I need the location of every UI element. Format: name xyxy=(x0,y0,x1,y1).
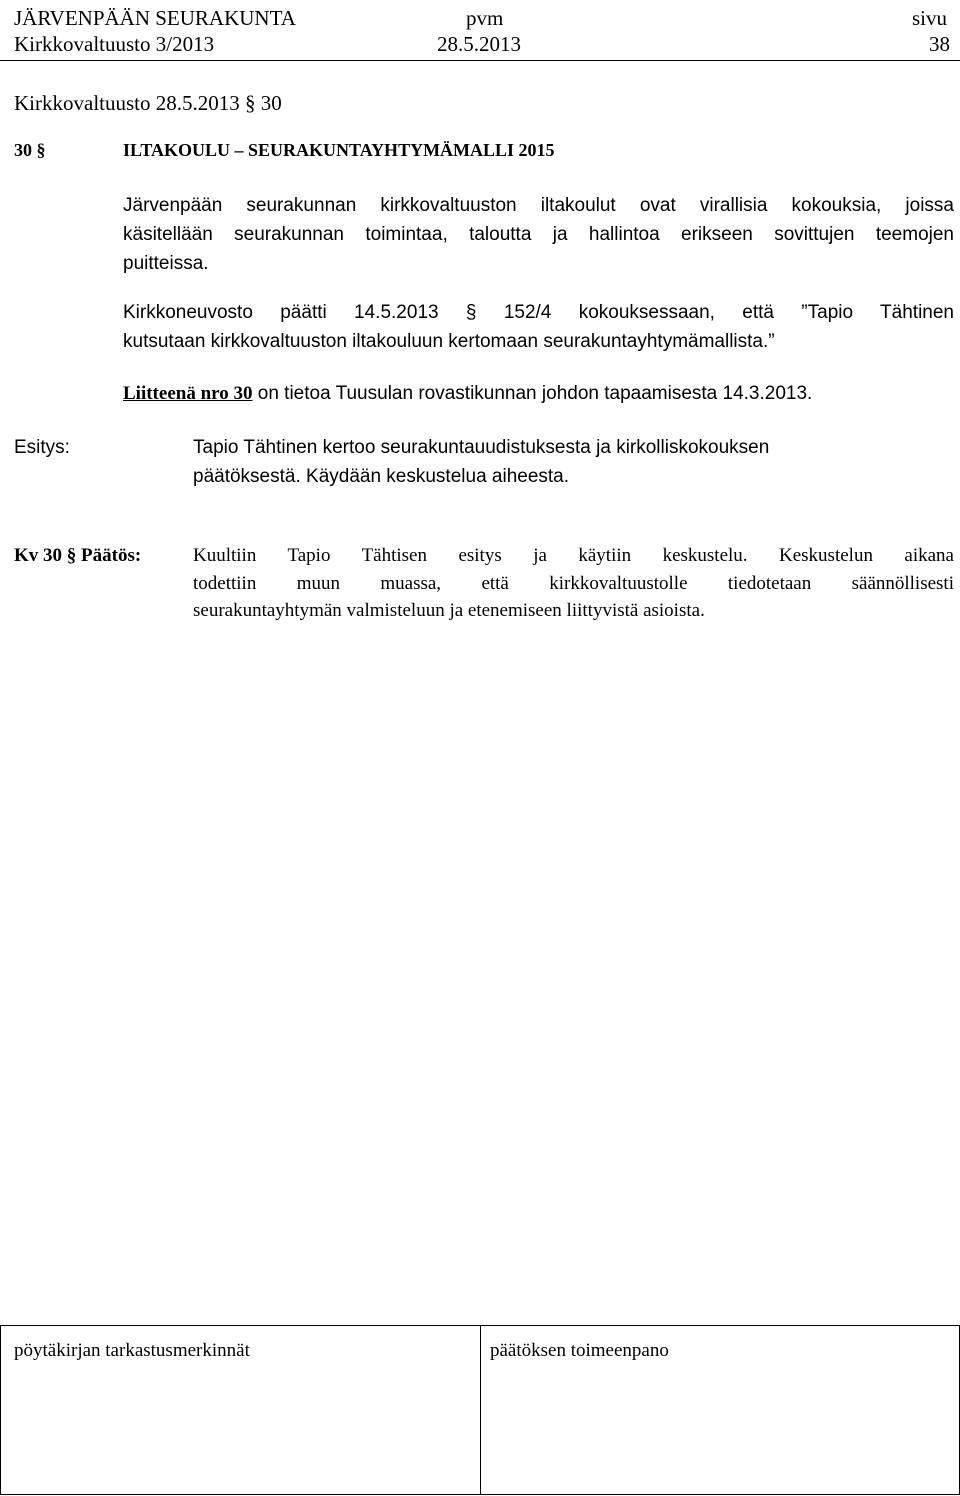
meeting-reference: Kirkkovaltuusto 28.5.2013 § 30 xyxy=(14,91,282,115)
proposal-line1: Tapio Tähtinen kertoo seurakuntauudistuksesta ja kirkolliskokouksen xyxy=(193,437,770,458)
decision-label: Kv 30 § Päätös: xyxy=(14,545,142,566)
item-title: ILTAKOULU – SEURAKUNTAYHTYMÄMALLI 2015 xyxy=(123,140,555,160)
para1-line1: Järvenpään seurakunnan kirkkovaltuuston iltakoulut ovat virallisia kokouksia, joissa xyxy=(123,195,954,216)
meeting-date: 28.5.2013 xyxy=(437,32,521,56)
attachment-link[interactable]: Liitteenä nro 30 xyxy=(123,383,253,404)
attachment-text: on tietoa Tuusulan rovastikunnan johdon tapaamisesta 14.3.2013. xyxy=(252,383,813,404)
footer-review-marks: pöytäkirjan tarkastusmerkinnät xyxy=(14,1340,250,1361)
footer-middle-border xyxy=(480,1325,481,1495)
header-divider xyxy=(0,60,960,61)
proposal-line2: päätöksestä. Käydään keskustelua aiheesta. xyxy=(193,466,570,487)
decision-line2: todettiin muun muassa, että kirkkovaltuustolle tiedotetaan säännöllisesti xyxy=(193,573,954,594)
item-number: 30 § xyxy=(14,140,46,160)
attachment-line xyxy=(123,383,812,405)
page-number: 38 xyxy=(929,32,950,56)
page-label: sivu xyxy=(912,6,948,30)
para2-line1: Kirkkoneuvosto päätti 14.5.2013 § 152/4 kokouksessaan, että ”Tapio Tähtinen xyxy=(123,302,954,323)
decision-line1: Kuultiin Tapio Tähtisen esitys ja käytiin keskustelu. Keskustelun aikana xyxy=(193,545,954,566)
para2-line2: kutsutaan kirkkovaltuuston iltakouluun kertomaan seurakuntayhtymämallista.” xyxy=(123,331,775,352)
meeting-name: Kirkkovaltuusto 3/2013 xyxy=(14,32,215,56)
proposal-label: Esitys: xyxy=(14,437,70,458)
org-name: JÄRVENPÄÄN SEURAKUNTA xyxy=(14,6,296,30)
date-label: pvm xyxy=(466,6,504,30)
footer-left-border xyxy=(0,1325,1,1495)
decision-line3: seurakuntayhtymän valmisteluun ja etenemiseen liittyvistä asioista. xyxy=(193,600,705,621)
para1-line3: puitteissa. xyxy=(123,253,209,274)
footer-implementation: päätöksen toimeenpano xyxy=(490,1340,669,1361)
para1-line2: käsitellään seurakunnan toimintaa, taloutta ja hallintoa erikseen sovittujen teemojen xyxy=(123,224,954,245)
